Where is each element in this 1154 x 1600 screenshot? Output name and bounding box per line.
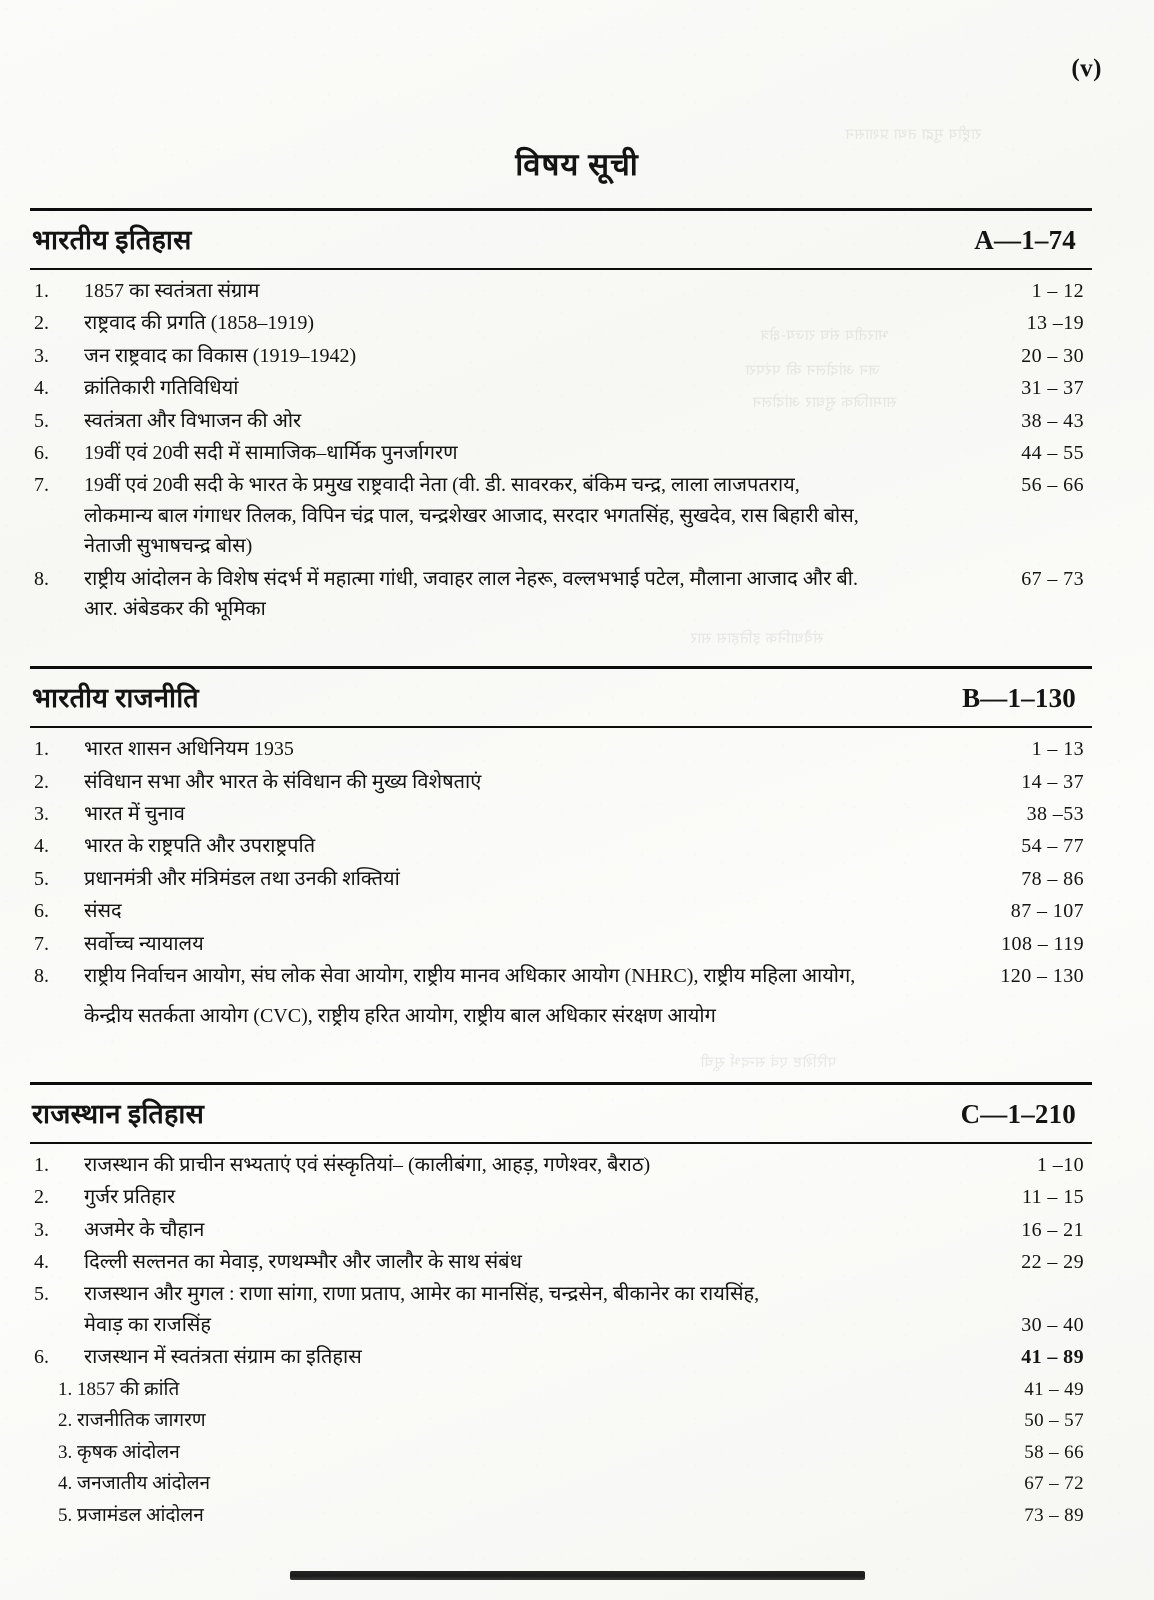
entry-number: 3.: [34, 1218, 49, 1241]
entry-title: 19वीं एवं 20वी सदी के भारत के प्रमुख राष्ट्रवादी नेता (वी. डी. सावरकर, बंकिम चन्द्र, लाला लाजपतराय, लोकमान्य बाल गंगाधर तिलक, विपिन चंद्र पाल, चन्द्रशेखर आजाद, सरदार भगतसिंह, सुखदेव, रास बिहारी बोस, नेताजी सुभाषचन्द्र बोस): [84, 474, 859, 558]
toc-entry[interactable]: [30, 1215, 1092, 1245]
entry-number: 3.: [34, 344, 49, 367]
section-entry-list: [30, 728, 1092, 1032]
entry-title: राष्ट्रवाद की प्रगति (1858–1919): [84, 312, 315, 335]
toc-entry[interactable]: [30, 470, 1092, 561]
entry-page-range: 1 –10: [1037, 1153, 1084, 1176]
toc-entry[interactable]: [30, 1150, 1092, 1180]
entry-title: राष्ट्रीय आंदोलन के विशेष संदर्भ में महात्मा गांधी, जवाहर लाल नेहरू, वल्लभभाई पटेल, मौलाना आजाद और बी. आर. अंबेडकर की भूमिका: [84, 567, 858, 620]
entry-page-range: 87 – 107: [1010, 900, 1084, 923]
bleed-through-mark: जन आंदोलन की परंपरा: [745, 362, 880, 379]
section-page-range: A—1–74: [974, 225, 1076, 255]
entry-page-range: 38 – 43: [1021, 409, 1084, 432]
folio-page-number: (v): [1071, 55, 1102, 82]
entry-number: 8.: [34, 965, 49, 988]
sub-entry-list: [30, 1376, 1092, 1531]
toc-sub-entry[interactable]: [30, 1502, 1092, 1531]
toc-entry[interactable]: [30, 373, 1092, 403]
bleed-through-mark: सामाजिक सुधार आंदोलन: [752, 394, 897, 411]
toc-entry[interactable]: [30, 767, 1092, 797]
entry-number: 2.: [34, 1186, 49, 1209]
entry-page-range: 54 – 77: [1021, 835, 1084, 858]
sub-entry-title: 3. कृषक आंदोलन: [58, 1441, 180, 1463]
page-title: विषय सूची: [515, 147, 639, 182]
entry-title: भारत में चुनाव: [84, 803, 185, 826]
entry-number: 4.: [34, 1250, 49, 1273]
entry-number: 1.: [34, 280, 49, 302]
entry-number: 4.: [34, 835, 49, 858]
toc-entry[interactable]: [30, 564, 1092, 625]
entry-title: स्वतंत्रता और विभाजन की ओर: [84, 409, 302, 432]
entry-number: 7.: [34, 474, 49, 497]
sub-entry-title: 1. 1857 की क्रांति: [58, 1378, 180, 1400]
toc-sub-entry[interactable]: [30, 1376, 1092, 1405]
entry-page-range: 78 – 86: [1021, 867, 1084, 890]
entry-number: 6.: [34, 1346, 49, 1369]
entry-number: 2.: [34, 770, 49, 793]
entry-page-range: 11 – 15: [1021, 1186, 1084, 1209]
entry-number: 6.: [34, 900, 49, 923]
bleed-through-mark: राष्ट्रीय मुद्रा तथा प्रशासन: [845, 126, 982, 143]
entry-page-range: 14 – 37: [1021, 770, 1084, 793]
entry-title: सर्वोच्च न्यायालय: [84, 932, 204, 955]
toc-entry[interactable]: [30, 1247, 1092, 1277]
entry-title: दिल्ली सल्तनत का मेवाड़, रणथम्भौर और जालौर के साथ संबंध: [84, 1250, 522, 1273]
entry-page-range: 38 –53: [1026, 803, 1084, 826]
entry-number: 1.: [34, 1153, 49, 1176]
entry-title: अजमेर के चौहान: [84, 1218, 205, 1241]
toc-entry[interactable]: [30, 1342, 1092, 1372]
entry-title: राजस्थान की प्राचीन सभ्यताएं एवं संस्कृतियां– (कालीबंगा, आहड़, गणेश्वर, बैराठ): [84, 1153, 651, 1176]
entry-number: 6.: [34, 441, 49, 464]
toc-sub-entry[interactable]: [30, 1407, 1092, 1436]
entry-page-range: 1 – 12: [1031, 280, 1084, 302]
sub-entry-page-range: 58 – 66: [1024, 1441, 1084, 1463]
bleed-through-mark: भारतीय संघ राज्य-क्षेत्र: [760, 327, 889, 344]
entry-number: 5.: [34, 409, 49, 432]
section-page-range: C—1–210: [960, 1098, 1076, 1129]
toc-section-b: [30, 666, 1092, 1032]
entry-number: 5.: [34, 1283, 49, 1306]
entry-number: 3.: [34, 803, 49, 826]
entry-number: 2.: [34, 312, 49, 335]
entry-number: 1.: [34, 738, 49, 761]
bleed-through-mark: परिशिष्ट एवं सन्दर्भ सूची: [700, 1054, 837, 1071]
entry-page-range: 1 – 13: [1031, 738, 1084, 761]
entry-title: संविधान सभा और भारत के संविधान की मुख्य विशेषताएं: [84, 770, 482, 793]
entry-page-range: 67 – 73: [1021, 567, 1084, 590]
toc-entry[interactable]: [30, 896, 1092, 926]
entry-number: 8.: [34, 567, 49, 590]
entry-title: 19वीं एवं 20वी सदी में सामाजिक–धार्मिक पुनर्जागरण: [84, 441, 458, 464]
section-spacer: [30, 1034, 1092, 1082]
entry-title: राजस्थान में स्वतंत्रता संग्राम का इतिहास: [84, 1346, 362, 1369]
entry-page-range: 30 – 40: [1021, 1313, 1084, 1336]
toc-body: [30, 208, 1092, 1533]
entry-page-range: 120 – 130: [1000, 965, 1084, 988]
sub-entry-title: 5. प्रजामंडल आंदोलन: [58, 1504, 204, 1526]
toc-entry[interactable]: [30, 406, 1092, 436]
section-header: [30, 211, 1092, 268]
entry-title: राजस्थान और मुगल : राणा सांगा, राणा प्रताप, आमेर का मानसिंह, चन्द्रसेन, बीकानेर का रायसिंह, मेवाड़ का राजसिंह: [84, 1283, 760, 1336]
entry-page-range: 56 – 66: [1021, 474, 1084, 497]
entry-page-range: 41 – 89: [1021, 1346, 1084, 1369]
entry-page-range: 13 –19: [1026, 312, 1084, 335]
sub-entry-title: 2. राजनीतिक जागरण: [58, 1410, 206, 1432]
entry-number: 5.: [34, 867, 49, 890]
entry-page-range: 44 – 55: [1021, 441, 1084, 464]
section-page-range: B—1–130: [962, 683, 1076, 714]
toc-entry[interactable]: [30, 341, 1092, 371]
section-entry-list: [30, 1144, 1092, 1530]
entry-title: संसद: [84, 900, 122, 923]
toc-sub-entry[interactable]: [30, 1470, 1092, 1499]
entry-title: राष्ट्रीय निर्वाचन आयोग, संघ लोक सेवा आयोग, राष्ट्रीय मानव अधिकार आयोग (NHRC), राष्ट्रीय महिला आयोग, केन्द्रीय सतर्कता आयोग (CVC), राष्ट्रीय हरित आयोग, राष्ट्रीय बाल अधिकार संरक्षण आयोग: [84, 965, 856, 1028]
toc-entry[interactable]: [30, 308, 1092, 338]
toc-entry[interactable]: [30, 1182, 1092, 1212]
sub-entry-page-range: 67 – 72: [1024, 1473, 1084, 1495]
entry-title: गुर्जर प्रतिहार: [84, 1186, 176, 1209]
toc-entry[interactable]: [30, 961, 1092, 1032]
sub-entry-title: 4. जनजातीय आंदोलन: [58, 1473, 211, 1495]
page-bottom-shadow-bar: [290, 1571, 865, 1580]
toc-entry[interactable]: [30, 276, 1092, 306]
toc-entry[interactable]: [30, 734, 1092, 764]
entry-page-range: 31 – 37: [1021, 377, 1084, 400]
entry-title: भारत के राष्ट्रपति और उपराष्ट्रपति: [84, 835, 316, 858]
section-title: भारतीय इतिहास: [32, 225, 192, 255]
toc-section-a: [30, 208, 1092, 624]
section-header: [30, 1085, 1092, 1142]
section-title: भारतीय राजनीति: [32, 683, 199, 714]
entry-title: जन राष्ट्रवाद का विकास (1919–1942): [84, 344, 357, 367]
bleed-through-mark: संवैधानिक इतिहास सार: [690, 630, 824, 647]
section-entry-list: [30, 270, 1092, 624]
entry-number: 4.: [34, 377, 49, 400]
entry-page-range: 20 – 30: [1021, 344, 1084, 367]
entry-page-range: 22 – 29: [1021, 1250, 1084, 1273]
toc-entry[interactable]: [30, 929, 1092, 959]
section-spacer: [30, 626, 1092, 666]
toc-sub-entry[interactable]: [30, 1439, 1092, 1468]
toc-entry[interactable]: [30, 799, 1092, 829]
entry-number: 7.: [34, 932, 49, 955]
entry-title: क्रांतिकारी गतिविधियां: [84, 377, 239, 400]
entry-page-range: 108 – 119: [1001, 932, 1084, 955]
sub-entry-page-range: 50 – 57: [1024, 1410, 1084, 1432]
toc-section-c: [30, 1082, 1092, 1530]
sub-entry-page-range: 73 – 89: [1024, 1504, 1084, 1526]
entry-title: 1857 का स्वतंत्रता संग्राम: [84, 280, 260, 302]
entry-page-range: 16 – 21: [1021, 1218, 1084, 1241]
toc-entry[interactable]: [30, 831, 1092, 861]
toc-entry[interactable]: [30, 438, 1092, 468]
entry-title: भारत शासन अधिनियम 1935: [84, 738, 294, 761]
section-header: [30, 669, 1092, 726]
toc-entry[interactable]: [30, 864, 1092, 894]
toc-entry[interactable]: [30, 1279, 1092, 1340]
entry-title: प्रधानमंत्री और मंत्रिमंडल तथा उनकी शक्तियां: [84, 867, 400, 890]
section-title: राजस्थान इतिहास: [32, 1098, 205, 1129]
sub-entry-page-range: 41 – 49: [1024, 1378, 1084, 1400]
